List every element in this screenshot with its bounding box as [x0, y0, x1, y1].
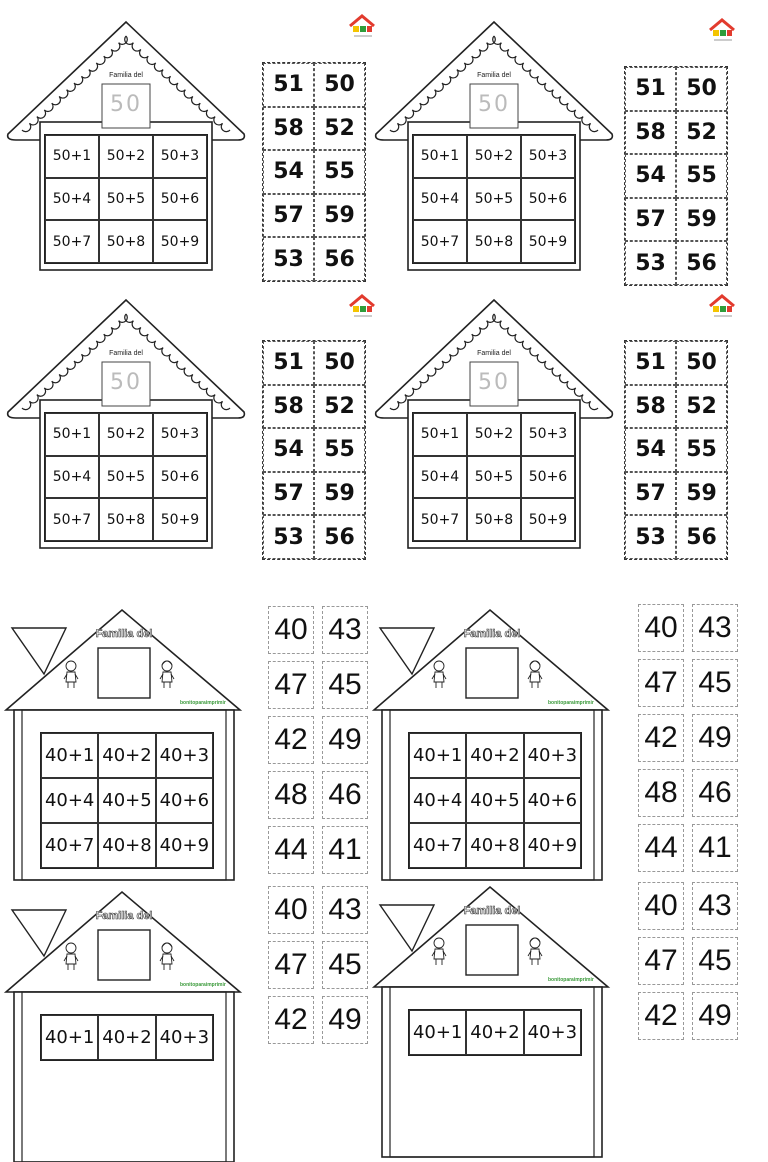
number-card[interactable]: 45: [692, 659, 738, 707]
equation-cell: 50+3: [521, 413, 575, 456]
number-card[interactable]: 47: [268, 661, 314, 709]
equation-cell: 40+3: [156, 1015, 213, 1060]
equation-cell: 40+5: [98, 778, 155, 823]
number-card[interactable]: 46: [692, 769, 738, 817]
number-card[interactable]: 57: [625, 198, 676, 242]
number-card[interactable]: 57: [263, 194, 314, 238]
number-card[interactable]: 47: [638, 659, 684, 707]
equation-cell: 40+1: [41, 1015, 98, 1060]
equation-grid: [408, 1009, 582, 1056]
number-card[interactable]: 43: [322, 886, 368, 934]
equation-cell: 40+5: [466, 778, 523, 823]
number-card[interactable]: 51: [263, 341, 314, 385]
number-card[interactable]: 50: [676, 67, 727, 111]
equation-grid: [40, 732, 214, 869]
number-card[interactable]: 49: [322, 996, 368, 1044]
number-cards: [262, 340, 366, 560]
house-logo-icon: [708, 18, 736, 44]
equation-cell: 40+1: [409, 733, 466, 778]
number-card[interactable]: 45: [322, 661, 368, 709]
equation-cell: 50+4: [413, 178, 467, 221]
number-card[interactable]: 52: [314, 385, 365, 429]
equation-grid: [40, 1014, 214, 1061]
number-card[interactable]: 49: [692, 714, 738, 762]
number-card[interactable]: 54: [625, 154, 676, 198]
equation-cell: 50+1: [413, 413, 467, 456]
number-card[interactable]: 57: [625, 472, 676, 516]
equation-cell: 50+9: [153, 220, 207, 263]
equation-cell: 40+8: [466, 823, 523, 868]
number-card[interactable]: 55: [676, 428, 727, 472]
number-card[interactable]: 56: [314, 237, 365, 281]
number-card[interactable]: 43: [322, 606, 368, 654]
equation-cell: 50+6: [521, 456, 575, 499]
equation-cell: 50+2: [99, 413, 153, 456]
number-card[interactable]: 45: [322, 941, 368, 989]
family-number: 50: [110, 92, 142, 117]
house-title: Familia del: [109, 72, 143, 79]
house-title: Familia del: [463, 628, 521, 640]
equation-cell: 50+4: [413, 456, 467, 499]
equation-cell: 50+1: [45, 413, 99, 456]
brand-watermark: bonitoparaimprimir: [180, 982, 226, 988]
number-card[interactable]: 54: [263, 428, 314, 472]
equation-cell: 50+8: [467, 220, 521, 263]
number-card[interactable]: 45: [692, 937, 738, 985]
number-card[interactable]: 59: [676, 198, 727, 242]
equation-cell: 40+2: [98, 733, 155, 778]
number-card[interactable]: 55: [314, 150, 365, 194]
equation-cell: 50+2: [467, 413, 521, 456]
equation-cell: 40+3: [156, 733, 213, 778]
number-card[interactable]: 42: [268, 996, 314, 1044]
number-card[interactable]: 49: [322, 716, 368, 764]
number-card[interactable]: 42: [268, 716, 314, 764]
number-card[interactable]: 53: [263, 515, 314, 559]
equation-cell: 50+8: [99, 220, 153, 263]
number-card[interactable]: 46: [322, 771, 368, 819]
number-card[interactable]: 54: [263, 150, 314, 194]
family-number: 50: [110, 370, 142, 395]
equation-cell: 40+1: [41, 733, 98, 778]
number-card[interactable]: 42: [638, 992, 684, 1040]
equation-cell: 50+2: [467, 135, 521, 178]
number-card[interactable]: 48: [268, 771, 314, 819]
equation-cell: 40+4: [409, 778, 466, 823]
equation-cell: 50+6: [153, 456, 207, 499]
number-cards: [624, 66, 728, 286]
equation-cell: 50+5: [99, 456, 153, 499]
equation-cell: 50+4: [45, 456, 99, 499]
equation-cell: 40+1: [409, 1010, 466, 1055]
equation-cell: 50+2: [99, 135, 153, 178]
house-title: Familia del: [95, 628, 153, 640]
house-logo-icon: [348, 294, 376, 320]
equation-cell: 40+7: [409, 823, 466, 868]
number-card[interactable]: 50: [314, 63, 365, 107]
number-card[interactable]: 59: [314, 472, 365, 516]
equation-cell: 40+9: [156, 823, 213, 868]
equation-cell: 50+6: [153, 178, 207, 221]
equation-cell: 40+6: [524, 778, 581, 823]
number-card[interactable]: 57: [263, 472, 314, 516]
number-card[interactable]: 53: [625, 515, 676, 559]
number-card[interactable]: 51: [625, 67, 676, 111]
equation-cell: 50+4: [45, 178, 99, 221]
number-card[interactable]: 59: [676, 472, 727, 516]
number-card[interactable]: 58: [263, 385, 314, 429]
equation-grid: [44, 412, 208, 542]
number-card[interactable]: 51: [263, 63, 314, 107]
number-card[interactable]: 40: [268, 606, 314, 654]
number-card[interactable]: 50: [314, 341, 365, 385]
number-cards: [268, 606, 368, 874]
equation-cell: 50+7: [413, 220, 467, 263]
number-card[interactable]: 58: [625, 111, 676, 155]
equation-cell: 40+7: [41, 823, 98, 868]
equation-cell: 50+9: [521, 498, 575, 541]
brand-watermark: bonitoparaimprimir: [180, 700, 226, 706]
equation-cell: 50+3: [153, 135, 207, 178]
number-card[interactable]: 49: [692, 992, 738, 1040]
number-card[interactable]: 44: [638, 824, 684, 872]
equation-cell: 40+3: [524, 733, 581, 778]
number-cards: [638, 604, 738, 872]
house-title: Familia del: [477, 350, 511, 357]
equation-cell: 50+7: [413, 498, 467, 541]
equation-cell: 40+2: [466, 733, 523, 778]
number-card[interactable]: 40: [268, 886, 314, 934]
equation-cell: 50+7: [45, 498, 99, 541]
equation-grid: [408, 732, 582, 869]
equation-cell: 50+3: [153, 413, 207, 456]
number-card[interactable]: 43: [692, 882, 738, 930]
family-number: 50: [478, 92, 510, 117]
number-card[interactable]: 43: [692, 604, 738, 652]
number-card[interactable]: 58: [263, 107, 314, 151]
number-cards: [262, 62, 366, 282]
house-title: Familia del: [109, 350, 143, 357]
number-card[interactable]: 42: [638, 714, 684, 762]
number-card[interactable]: 58: [625, 385, 676, 429]
equation-grid: [44, 134, 208, 264]
equation-cell: 50+9: [521, 220, 575, 263]
equation-cell: 40+2: [98, 1015, 155, 1060]
number-card[interactable]: 55: [314, 428, 365, 472]
number-card[interactable]: 55: [676, 154, 727, 198]
brand-watermark: bonitoparaimprimir: [548, 977, 594, 983]
number-card[interactable]: 59: [314, 194, 365, 238]
equation-cell: 50+1: [413, 135, 467, 178]
number-card[interactable]: 52: [676, 111, 727, 155]
equation-cell: 50+9: [153, 498, 207, 541]
number-card[interactable]: 54: [625, 428, 676, 472]
house-logo-icon: [708, 294, 736, 320]
equation-cell: 40+9: [524, 823, 581, 868]
number-card[interactable]: 56: [676, 241, 727, 285]
equation-grid: [412, 134, 576, 264]
equation-cell: 40+2: [466, 1010, 523, 1055]
equation-cell: 50+8: [467, 498, 521, 541]
number-card[interactable]: 40: [638, 882, 684, 930]
equation-cell: 40+8: [98, 823, 155, 868]
equation-cell: 50+5: [99, 178, 153, 221]
number-card[interactable]: 53: [625, 241, 676, 285]
number-card[interactable]: 41: [322, 826, 368, 874]
number-card[interactable]: 44: [268, 826, 314, 874]
equation-grid: [412, 412, 576, 542]
number-card[interactable]: 40: [638, 604, 684, 652]
equation-cell: 50+5: [467, 178, 521, 221]
number-card[interactable]: 50: [676, 341, 727, 385]
house-title: Familia del: [95, 910, 153, 922]
number-card[interactable]: 53: [263, 237, 314, 281]
equation-cell: 40+3: [524, 1010, 581, 1055]
number-cards: [624, 340, 728, 560]
equation-cell: 50+6: [521, 178, 575, 221]
number-card[interactable]: 56: [676, 515, 727, 559]
brand-watermark: bonitoparaimprimir: [548, 700, 594, 706]
number-card[interactable]: 56: [314, 515, 365, 559]
equation-cell: 50+1: [45, 135, 99, 178]
equation-cell: 50+8: [99, 498, 153, 541]
equation-cell: 40+4: [41, 778, 98, 823]
equation-cell: 40+6: [156, 778, 213, 823]
number-card[interactable]: 48: [638, 769, 684, 817]
number-card[interactable]: 47: [268, 941, 314, 989]
equation-cell: 50+5: [467, 456, 521, 499]
number-cards: [268, 886, 368, 1044]
equation-cell: 50+7: [45, 220, 99, 263]
number-card[interactable]: 47: [638, 937, 684, 985]
number-card[interactable]: 52: [314, 107, 365, 151]
number-card[interactable]: 52: [676, 385, 727, 429]
number-card[interactable]: 41: [692, 824, 738, 872]
house-logo-icon: [348, 14, 376, 40]
house-title: Familia del: [463, 905, 521, 917]
number-card[interactable]: 51: [625, 341, 676, 385]
number-cards: [638, 882, 738, 1040]
house-title: Familia del: [477, 72, 511, 79]
equation-cell: 50+3: [521, 135, 575, 178]
family-number: 50: [478, 370, 510, 395]
